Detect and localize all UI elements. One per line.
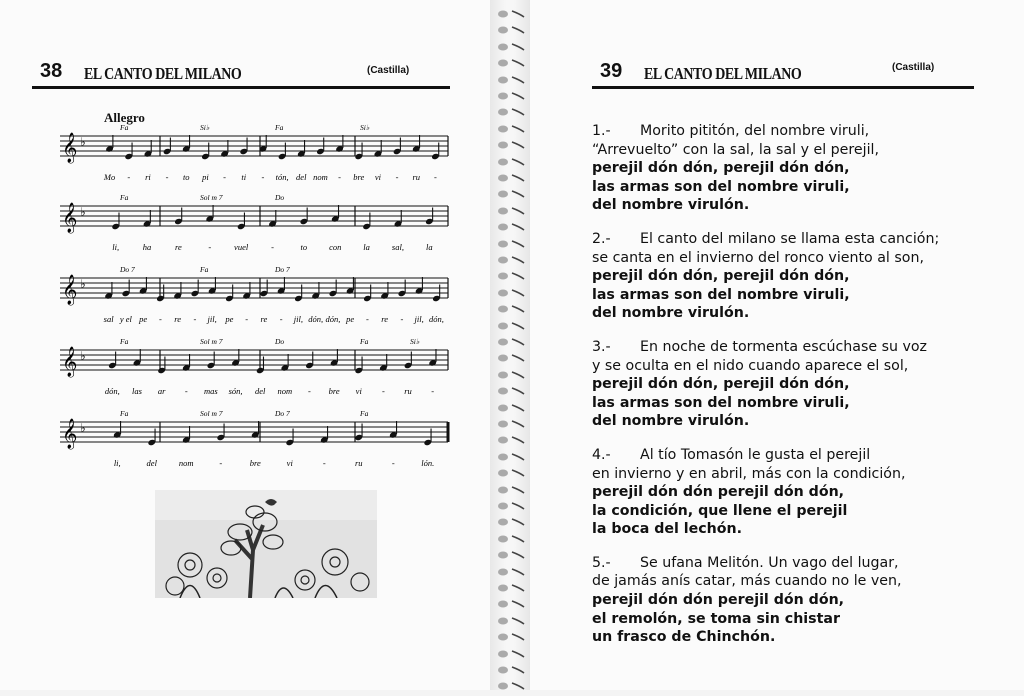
lyric-text: se canta en el invierno del ronco viento al son,: [592, 249, 924, 266]
lyric-syllable: ru: [404, 386, 412, 396]
binding-ring: [494, 104, 526, 114]
lyric-syllable: -: [308, 386, 311, 396]
lyric-syllable: -: [433, 172, 437, 182]
lyric-syllable: -: [322, 458, 326, 468]
song-title: EL CANTO DEL MILANO: [84, 64, 242, 83]
chord-symbol: Fa: [200, 265, 209, 274]
binding-ring: [494, 203, 526, 213]
binding-ring: [494, 72, 526, 82]
refrain-line: [592, 178, 1012, 197]
flat-icon: ♭: [80, 205, 86, 219]
lyric-syllable: -: [219, 458, 223, 468]
tempo-marking: Allegro: [104, 110, 145, 125]
lyric-syllable: -: [400, 314, 404, 324]
lyric-text: las armas son del nombre viruli,: [592, 286, 850, 303]
verse-line: [592, 465, 1012, 484]
lyric-syllable: ar: [157, 386, 166, 396]
lyric-syllable: -: [245, 314, 249, 324]
lyric-syllable: -: [193, 314, 197, 324]
binding-ring: [494, 285, 526, 295]
refrain-line: [592, 375, 1012, 394]
refrain-line: [592, 159, 1012, 178]
page-number: 38: [40, 60, 63, 82]
binding-ring: [494, 564, 526, 574]
lyric-syllable: -: [261, 172, 265, 182]
lyric-text: las armas son del nombre viruli,: [592, 178, 850, 195]
lyric-text: “Arrevuelto” con la sal, la sal y el perejil,: [592, 141, 879, 158]
lyric-text: perejil dón dón perejil dón dón,: [592, 484, 845, 501]
lyric-syllable: dón,: [308, 314, 324, 324]
binding-ring: [494, 6, 526, 16]
binding-ring: [494, 121, 526, 131]
binding-ring: [494, 137, 526, 147]
lyric-syllable: vi: [286, 458, 293, 468]
chord-symbol: Fa: [120, 409, 129, 418]
lyric-syllable: re: [381, 314, 389, 324]
lyric-syllable: -: [338, 172, 342, 182]
stanza: [592, 554, 1012, 647]
lyric-syllable: li,: [113, 458, 121, 468]
verse-line: [592, 249, 1012, 268]
binding-ring: [494, 400, 526, 410]
lyric-syllable: bre: [328, 386, 340, 396]
lyric-syllable: las: [132, 386, 142, 396]
treble-clef-icon: 𝄞: [62, 203, 78, 233]
lyric-syllable: ru: [412, 172, 421, 182]
staff-system: [60, 193, 448, 252]
chord-symbol: Sol m 7: [200, 409, 223, 418]
lyric-text: un frasco de Chinchón.: [592, 629, 776, 646]
lyric-syllable: dón,: [325, 314, 341, 324]
binding-ring: [494, 531, 526, 541]
lyric-syllable: to: [182, 172, 190, 182]
staff-system: [60, 337, 448, 396]
lyric-syllable: -: [165, 172, 169, 182]
lyric-syllable: Mo: [103, 172, 116, 182]
staff-system: [60, 409, 448, 468]
binding-ring: [494, 449, 526, 459]
lyric-syllable: ti: [241, 172, 247, 182]
lyric-syllable: -: [381, 386, 385, 396]
binding-ring: [494, 678, 526, 688]
verse-line: [592, 572, 1012, 591]
binding-ring: [494, 465, 526, 475]
page-number: 39: [600, 60, 623, 82]
chord-symbol: Fa: [120, 193, 129, 202]
lyric-syllable: ri: [145, 172, 151, 182]
lyric-syllable: -: [223, 172, 227, 182]
refrain-line: [592, 267, 1012, 286]
binding-ring: [494, 367, 526, 377]
left-page-header: [32, 60, 450, 89]
binding-ring: [494, 596, 526, 606]
lyric-syllable: -: [208, 242, 212, 252]
lyric-syllable: vi: [355, 386, 362, 396]
lyric-text: del nombre virulón.: [592, 305, 750, 322]
refrain-line: [592, 502, 1012, 521]
binding-ring: [494, 236, 526, 246]
song-title: EL CANTO DEL MILANO: [644, 64, 802, 83]
lyric-syllable: -: [395, 172, 399, 182]
lyric-syllable: del: [296, 172, 307, 182]
region-label: (Castilla): [892, 62, 935, 73]
verse-line: [592, 554, 1012, 573]
lyric-syllable: jil,: [414, 314, 424, 324]
flat-icon: ♭: [80, 349, 86, 363]
lyrics: [592, 122, 1012, 662]
binding-ring: [494, 629, 526, 639]
treble-clef-icon: 𝄞: [62, 275, 78, 305]
lyric-syllable: ru: [354, 458, 363, 468]
lyric-syllable: re: [260, 314, 268, 324]
lyric-syllable: mas: [204, 386, 218, 396]
chord-symbol: Sol m 7: [200, 193, 223, 202]
binding-ring: [494, 416, 526, 426]
stanza: [592, 338, 1012, 431]
flat-icon: ♭: [80, 135, 86, 149]
binding-ring: [494, 318, 526, 328]
stanza: [592, 230, 1012, 323]
lyric-text: perejil dón dón, perejil dón dón,: [592, 160, 850, 177]
lyric-syllable: jil,: [293, 314, 303, 324]
lyric-text: Al tío Tomasón le gusta el perejil: [640, 446, 871, 463]
lyric-text: la condición, que llene el perejil: [592, 502, 848, 519]
refrain-line: [592, 520, 1012, 539]
lyric-text: En noche de tormenta escúchase su voz: [640, 338, 927, 355]
lyric-syllable: tón,: [275, 172, 289, 182]
chord-symbol: Fa: [120, 123, 129, 132]
staff-system: [60, 265, 448, 324]
binding-ring: [494, 613, 526, 623]
stanza-number: 1.-: [592, 123, 611, 139]
chord-symbol: Do: [275, 337, 285, 346]
lyric-text: las armas son del nombre viruli,: [592, 394, 850, 411]
sheet-music: [60, 108, 460, 478]
binding-ring: [494, 170, 526, 180]
verse-line: [592, 122, 1012, 141]
lyric-text: perejil dón dón, perejil dón dón,: [592, 376, 850, 393]
lyric-syllable: to: [300, 242, 308, 252]
stanza-number: 5.-: [592, 554, 611, 571]
lyric-syllable: -: [391, 458, 395, 468]
binding-ring: [494, 383, 526, 393]
lyric-syllable: bre: [249, 458, 261, 468]
refrain-line: [592, 196, 1012, 215]
lyric-text: Morito pititón, del nombre viruli,: [640, 123, 870, 139]
lyric-syllable: bre: [353, 172, 365, 182]
refrain-line: [592, 394, 1012, 413]
binding-ring: [494, 432, 526, 442]
lyric-syllable: del: [254, 386, 266, 396]
treble-clef-icon: 𝄞: [62, 419, 78, 449]
lyric-text: perejil dón dón perejil dón dón,: [592, 592, 845, 609]
binding-ring: [494, 252, 526, 262]
treble-clef-icon: 𝄞: [62, 347, 78, 377]
lyric-syllable: y el: [119, 314, 132, 324]
stanza: [592, 122, 1012, 215]
lyric-syllable: nom: [277, 386, 293, 396]
lyric-syllable: vi: [374, 172, 381, 182]
binding-ring: [494, 580, 526, 590]
lyric-syllable: li,: [112, 242, 120, 252]
lyric-syllable: con: [329, 242, 342, 252]
chord-symbol: Fa: [275, 123, 284, 132]
chord-symbol: Si♭: [410, 337, 420, 346]
binding-ring: [494, 154, 526, 164]
chord-symbol: Do 7: [275, 265, 290, 274]
stanza: [592, 446, 1012, 539]
lyric-syllable: nom: [178, 458, 194, 468]
lyric-syllable: sal: [103, 314, 114, 324]
lyric-syllable: -: [271, 242, 274, 252]
binding-ring: [494, 547, 526, 557]
stanza-number: 3.-: [592, 338, 611, 355]
lyric-syllable: re: [174, 314, 182, 324]
lyric-syllable: re: [175, 242, 182, 252]
lyric-syllable: la: [363, 242, 370, 252]
binding-ring: [494, 88, 526, 98]
lyric-syllable: pe: [346, 314, 355, 324]
lyric-syllable: la: [426, 242, 433, 252]
refrain-line: [592, 286, 1012, 305]
refrain-line: [592, 483, 1012, 502]
lyric-syllable: dón,: [428, 314, 444, 324]
binding-ring: [494, 55, 526, 65]
chord-symbol: Fa: [120, 337, 129, 346]
lyric-text: del nombre virulón.: [592, 197, 750, 214]
region-label: (Castilla): [367, 65, 410, 76]
lyric-syllable: -: [127, 172, 131, 182]
stanza-number: 2.-: [592, 230, 611, 247]
verse-line: [592, 338, 1012, 357]
lyric-syllable: sal,: [391, 242, 404, 252]
lyric-syllable: lón.: [421, 458, 435, 468]
lyric-text: la boca del lechón.: [592, 521, 743, 538]
refrain-line: [592, 591, 1012, 610]
chord-symbol: Sol m 7: [200, 337, 223, 346]
refrain-line: [592, 304, 1012, 323]
refrain-line: [592, 412, 1012, 431]
right-page: [530, 0, 1024, 690]
binding-ring: [494, 22, 526, 32]
chord-symbol: Si♭: [200, 123, 210, 132]
binding-ring: [494, 514, 526, 524]
chord-symbol: Do 7: [275, 409, 290, 418]
left-page: [0, 0, 490, 690]
lyric-text: y se oculta en el nido cuando aparece el sol,: [592, 357, 909, 374]
lyric-syllable: ha: [142, 242, 152, 252]
chord-symbol: Do 7: [120, 265, 135, 274]
binding-ring: [494, 301, 526, 311]
chord-symbol: Fa: [360, 409, 369, 418]
binding-ring: [494, 268, 526, 278]
stanza-number: 4.-: [592, 446, 611, 463]
binding-ring: [494, 482, 526, 492]
lyric-syllable: -: [184, 386, 188, 396]
flower-tree-illustration: [155, 490, 377, 598]
binding-ring: [494, 646, 526, 656]
spiral-binding: [490, 0, 530, 690]
binding-ring: [494, 186, 526, 196]
refrain-line: [592, 610, 1012, 629]
lyric-text: de jamás anís catar, más cuando no le ven,: [592, 573, 902, 590]
chord-symbol: Si♭: [360, 123, 370, 132]
lyric-text: perejil dón dón, perejil dón dón,: [592, 268, 850, 285]
chord-symbol: Do: [275, 193, 285, 202]
verse-line: [592, 230, 1012, 249]
lyric-syllable: -: [365, 314, 369, 324]
lyric-syllable: dón,: [104, 386, 120, 396]
treble-clef-icon: 𝄞: [62, 133, 78, 163]
verse-line: [592, 357, 1012, 376]
refrain-line: [592, 628, 1012, 647]
lyric-syllable: vuel: [234, 242, 249, 252]
lyric-syllable: pi: [202, 172, 209, 182]
lyric-syllable: són,: [228, 386, 243, 396]
staff-system: [60, 123, 448, 182]
lyric-syllable: del: [146, 458, 157, 468]
verse-line: [592, 141, 1012, 160]
lyric-syllable: nom: [313, 172, 328, 182]
flat-icon: ♭: [80, 421, 86, 435]
lyric-text: en invierno y en abril, más con la condición,: [592, 465, 906, 482]
lyric-syllable: pe: [139, 314, 148, 324]
verse-line: [592, 446, 1012, 465]
lyric-syllable: jil,: [207, 314, 217, 324]
lyric-text: El canto del milano se llama esta canción;: [640, 230, 940, 247]
lyric-syllable: -: [279, 314, 283, 324]
lyric-text: Se ufana Melitón. Un vago del lugar,: [640, 554, 899, 571]
binding-ring: [494, 662, 526, 672]
binding-ring: [494, 350, 526, 360]
chord-symbol: Fa: [360, 337, 369, 346]
binding-ring: [494, 498, 526, 508]
lyric-text: del nombre virulón.: [592, 413, 750, 430]
binding-ring: [494, 334, 526, 344]
lyric-syllable: pe: [225, 314, 234, 324]
lyric-syllable: -: [158, 314, 162, 324]
binding-ring: [494, 219, 526, 229]
lyric-syllable: -: [431, 386, 435, 396]
lyric-text: el remolón, se toma sin chistar: [592, 610, 840, 627]
binding-ring: [494, 39, 526, 49]
flat-icon: ♭: [80, 277, 86, 291]
right-page-header: [592, 60, 974, 89]
